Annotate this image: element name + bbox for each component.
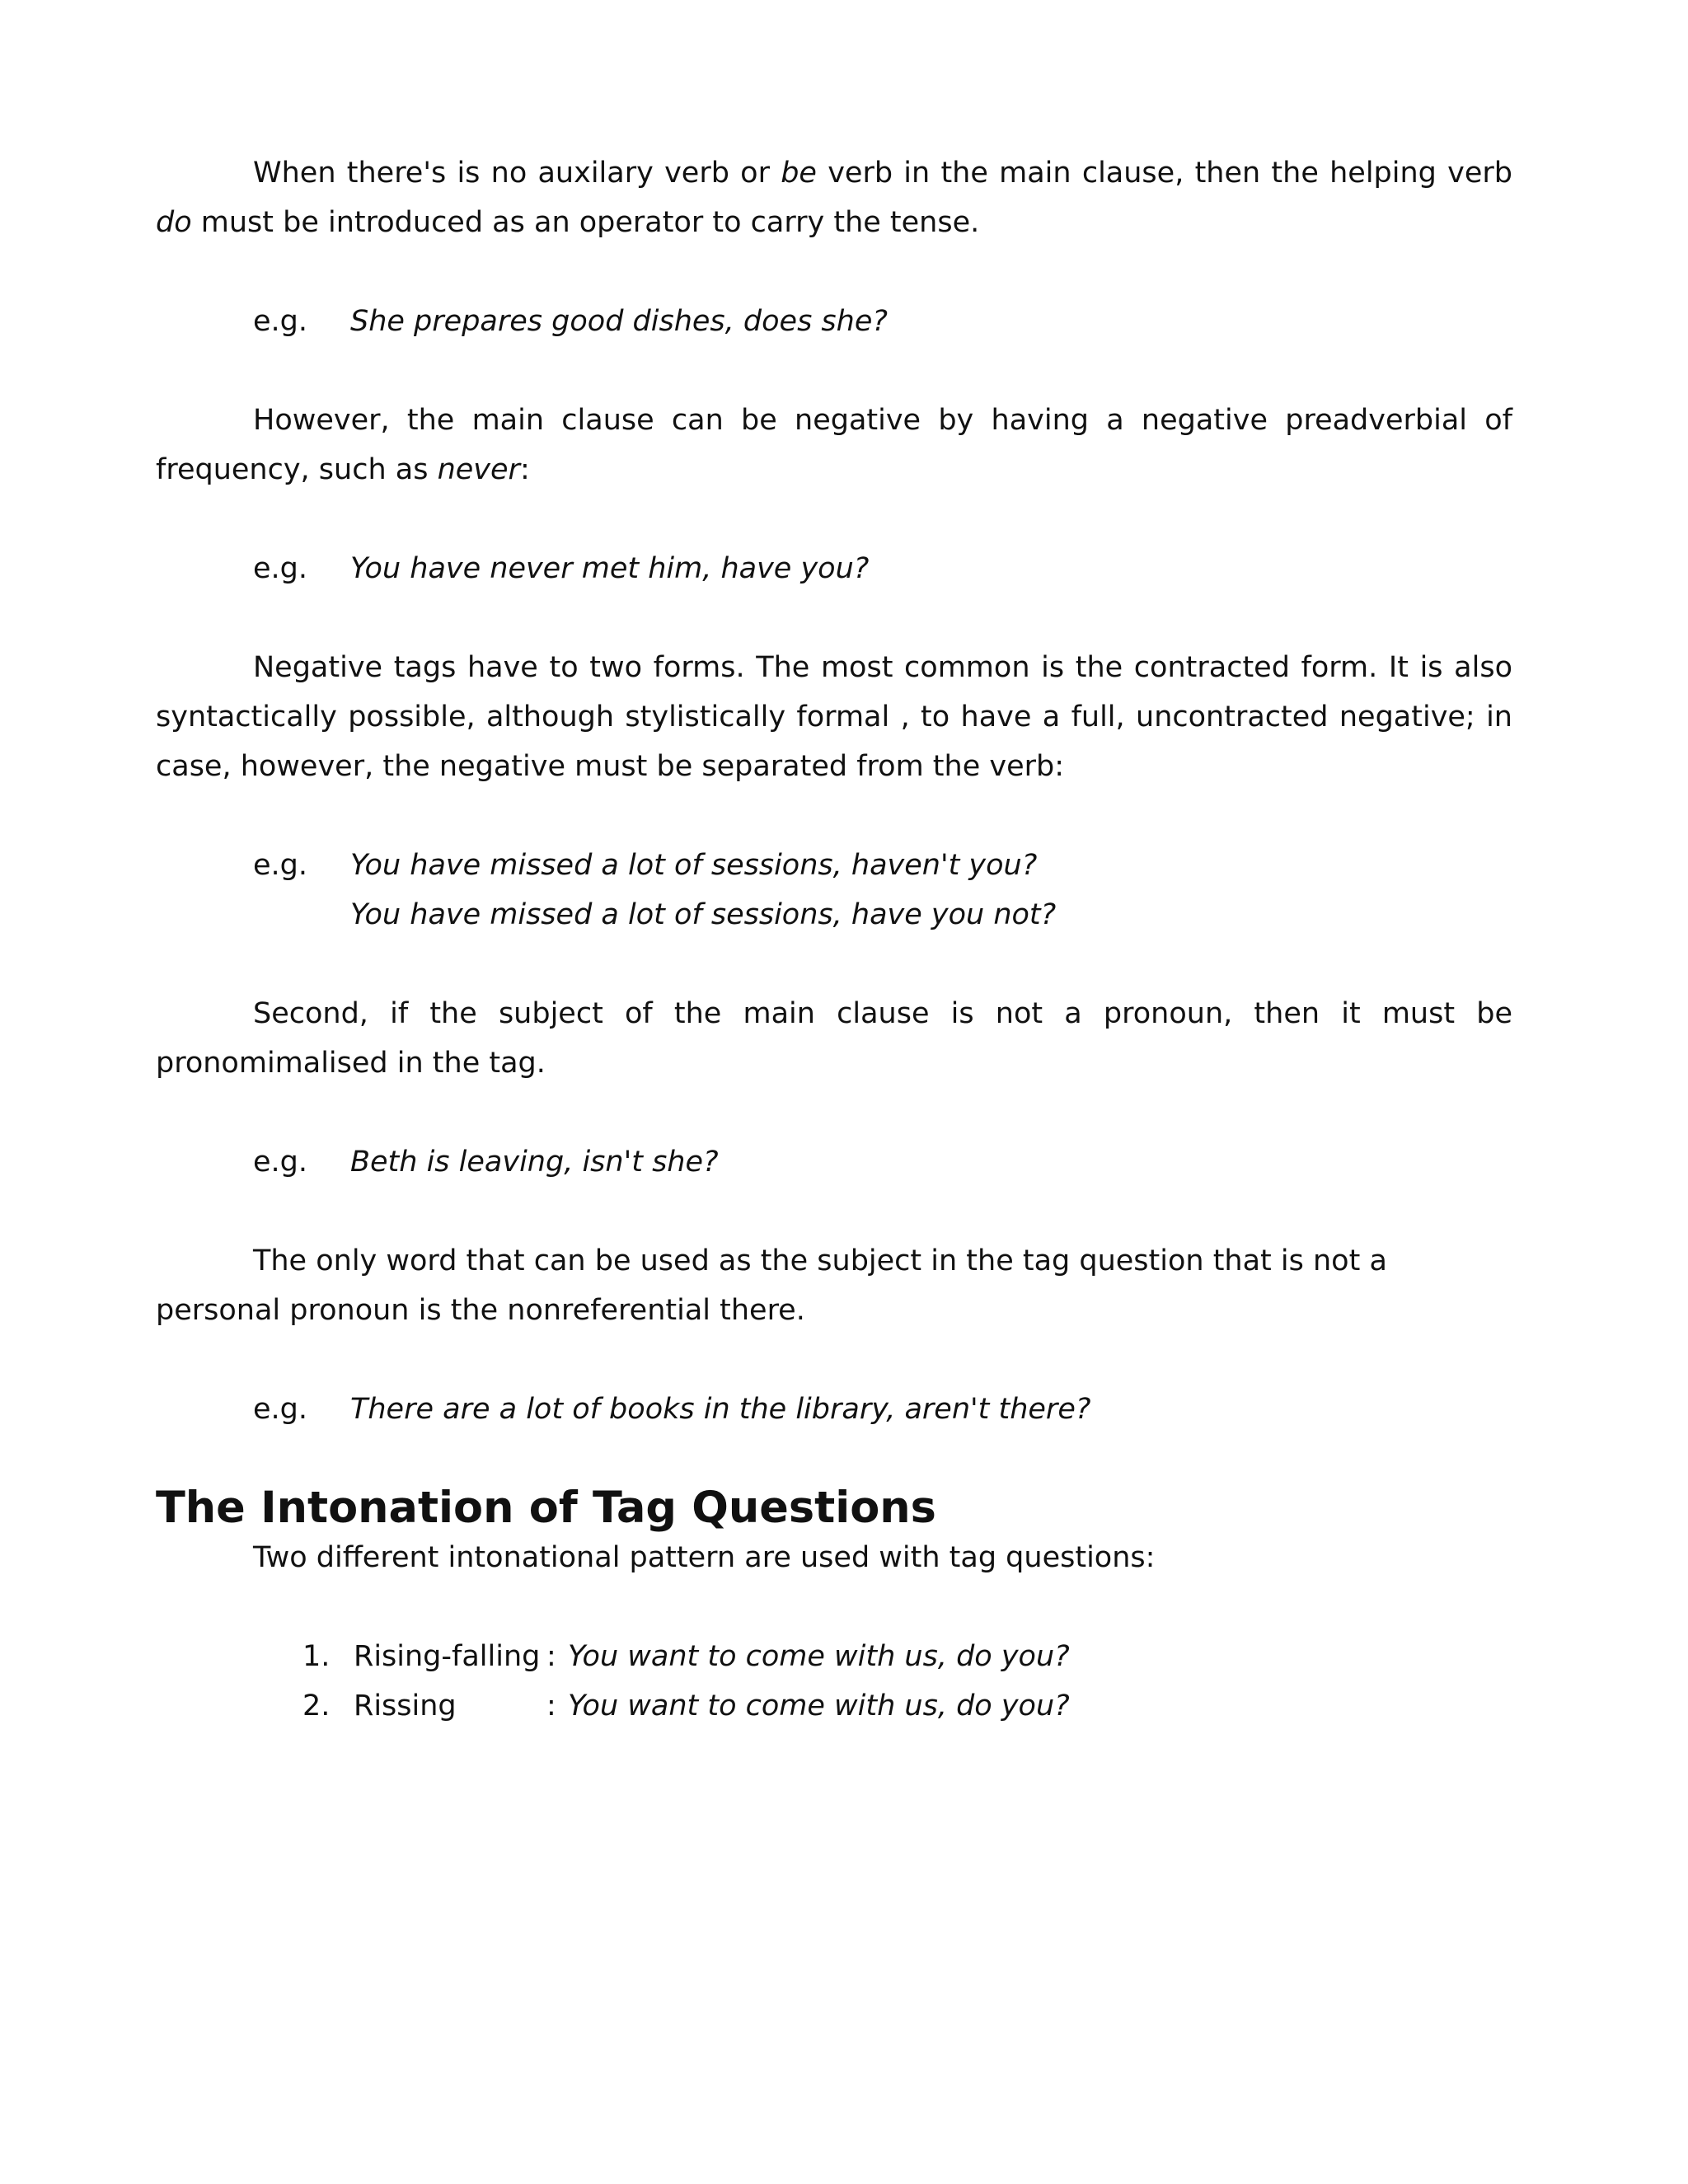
- list-item-1: [156, 1632, 1512, 1681]
- example-3-line-2: [156, 890, 1512, 940]
- paragraph-text: verb in the main clause, then the helping verb: [816, 157, 1512, 190]
- example-sentence: There are a lot of books in the library, aren't there?: [350, 1393, 1091, 1426]
- example-label: e.g.: [253, 1146, 308, 1179]
- list-label: Rising-falling: [354, 1640, 541, 1673]
- paragraph-nonreferential-there: The only word that can be used as the subject in the tag question that is not a personal pronoun is the nonreferential there.: [156, 1244, 1387, 1327]
- document-page: [156, 148, 1512, 1731]
- paragraph-operator-do: [156, 148, 1512, 247]
- list-number: 1.: [302, 1640, 331, 1673]
- section-heading: The Intonation of Tag Questions: [156, 1483, 936, 1533]
- example-sentence: You have missed a lot of sessions, have you not?: [350, 898, 1057, 931]
- paragraph-text: However, the main clause can be negative by having a negative preadverbial of frequency, such as: [156, 404, 1512, 486]
- example-sentence: She prepares good dishes, does she?: [350, 305, 888, 338]
- list-item-2: [156, 1681, 1512, 1731]
- section-intro: Two different intonational pattern are used with tag questions:: [253, 1541, 1156, 1574]
- paragraph-text: When there's is no auxilary verb or: [253, 157, 781, 190]
- paragraph-text: must be introduced as an operator to carry the tense.: [191, 206, 980, 239]
- example-4: [156, 1137, 1512, 1187]
- example-sentence: Beth is leaving, isn't she?: [350, 1146, 719, 1179]
- list-number: 2.: [302, 1690, 331, 1722]
- list-example: You want to come with us, do you?: [568, 1640, 1070, 1673]
- example-label: e.g.: [253, 1393, 308, 1426]
- list-label: Rissing: [354, 1690, 457, 1722]
- paragraph-pronominalised-subject: Second, if the subject of the main clause is not a pronoun, then it must be pronomimalised in the tag.: [156, 997, 1512, 1080]
- paragraph-negative-tags: Negative tags have to two forms. The most common is the contracted form. It is also syntactically possible, although stylistically formal , to have a full, uncontracted negative; in case, however, the negative must be separated from the verb:: [156, 651, 1512, 783]
- example-label: e.g.: [253, 849, 308, 882]
- example-sentence: You have never met him, have you?: [350, 552, 870, 585]
- example-label: e.g.: [253, 552, 308, 585]
- italic-term-do: do: [156, 206, 192, 239]
- paragraph-negative-preadverbial: [156, 396, 1512, 494]
- italic-term-never: never: [437, 453, 520, 486]
- example-sentence: You have missed a lot of sessions, haven't you?: [350, 849, 1038, 882]
- paragraph-text: :: [519, 453, 530, 486]
- example-2: [156, 544, 1512, 593]
- example-1: [156, 297, 1512, 346]
- italic-term-be: be: [781, 157, 817, 190]
- list-example: You want to come with us, do you?: [568, 1690, 1070, 1722]
- example-label: e.g.: [253, 305, 308, 338]
- example-5: [156, 1385, 1512, 1434]
- list-colon: :: [546, 1640, 556, 1673]
- list-colon: :: [546, 1690, 556, 1722]
- example-3-line-1: [156, 841, 1512, 890]
